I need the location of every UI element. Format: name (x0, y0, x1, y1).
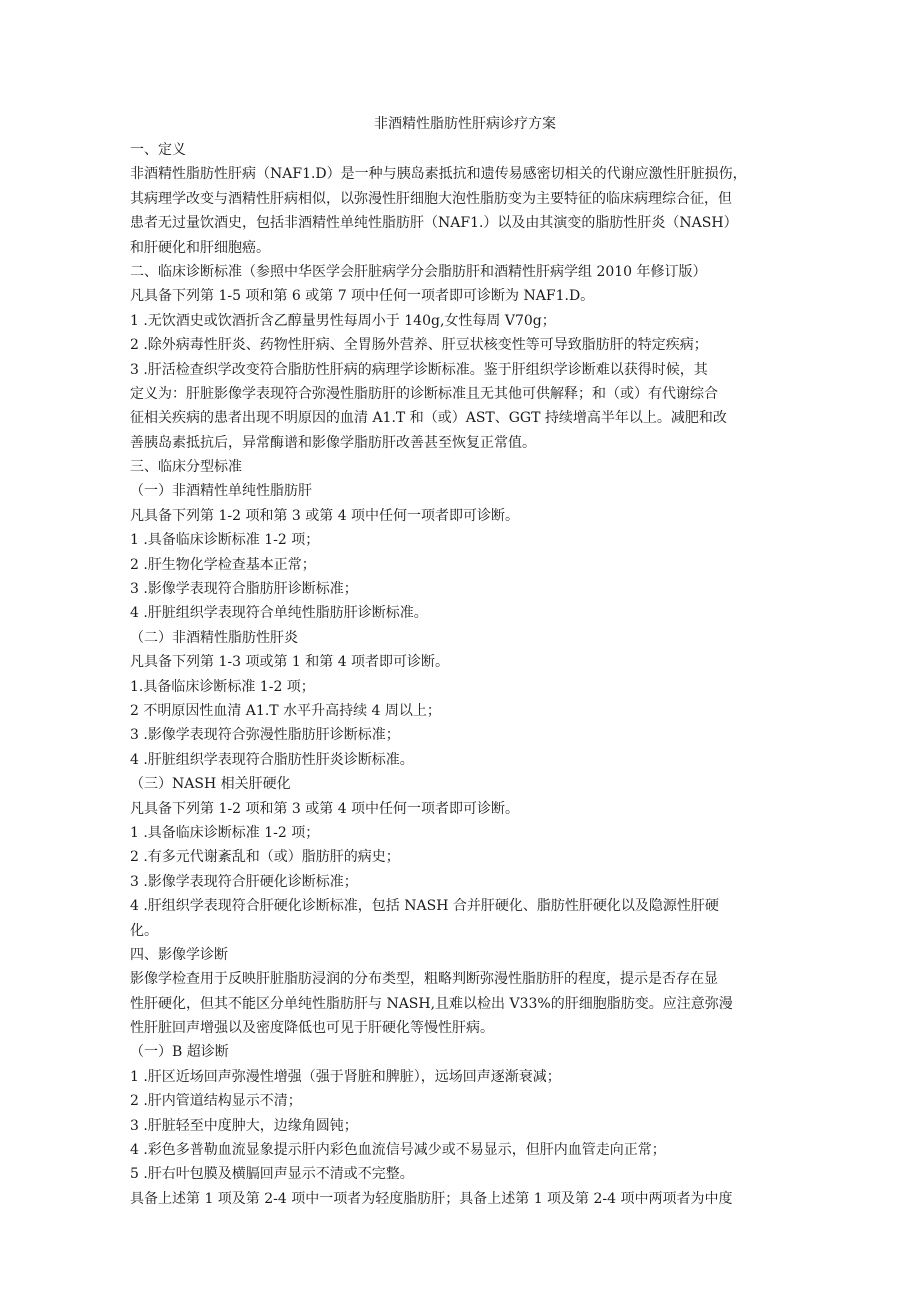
text-line: 一、定义 (130, 142, 186, 158)
text-line: 3 .肝活检查织学改变符合脂肪性肝病的病理学诊断标准。鉴于肝组织学诊断难以获得时候，其 (130, 361, 708, 378)
text-line: 性肝硬化，但其不能区分单纯性脂肪肝与 NASH,且难以检出 V33%的肝细胞脂肪变。应注意弥漫 (130, 995, 733, 1012)
text-line: 性肝脏回声增强以及密度降低也可见于肝硬化等慢性肝病。 (130, 1020, 494, 1037)
text-line: 1.具备临床诊断标准 1-2 项； (130, 678, 315, 695)
text-line: （三）NASH 相关肝硬化 (130, 776, 291, 793)
text-line: 2 .肝内管道结构显示不清； (130, 1093, 302, 1110)
text-line: （一）B 超诊断 (130, 1044, 229, 1061)
text-line: 4 .肝组织学表现符合肝硬化诊断标准，包括 NASH 合并肝硬化、脂肪性肝硬化以及隐源性肝硬 (130, 898, 719, 915)
text-line: 患者无过量饮酒史，包括非酒精性单纯性脂肪肝（NAF1.）以及由其演变的脂肪性肝炎（NASH） (130, 215, 738, 232)
text-line: 1 .无饮酒史或饮酒折含乙醇量男性每周小于 140g,女性每周 V70g； (130, 312, 556, 329)
text-line: （一）非酒精性单纯性脂肪肝 (130, 483, 312, 500)
text-line: 1 .具备临床诊断标准 1-2 项； (130, 532, 320, 549)
document-title: 非酒精性脂肪性肝病诊疗方案 (374, 116, 556, 132)
text-line: 具备上述第 1 项及第 2-4 项中一项者为轻度脂肪肝；具备上述第 1 项及第 2-4 项中两项者为中度 (130, 1190, 733, 1207)
text-line: 三、临床分型标准 (130, 459, 242, 476)
text-line: 1 .具备临床诊断标准 1-2 项； (130, 824, 320, 841)
text-line: 4 .彩色多普勒血流显象提示肝内彩色血流信号减少或不易显示，但肝内血管走向正常； (130, 1142, 666, 1159)
text-line: 凡具备下列第 1-3 项或第 1 和第 4 项者即可诊断。 (130, 654, 450, 671)
text-line: 3 .肝脏轻至中度肿大，边缘角圆钝； (130, 1117, 358, 1134)
text-line: 二、临床诊断标准（参照中华医学会肝脏病学分会脂肪肝和酒精性肝病学组 2010 年修订版） (130, 263, 707, 280)
text-line: 化。 (130, 922, 158, 939)
text-line: 3 .影像学表现符合脂肪肝诊断标准； (130, 581, 358, 598)
text-line: 4 .肝脏组织学表现符合单纯性脂肪肝诊断标准。 (130, 605, 428, 622)
document-body (130, 138, 800, 1211)
text-line: 其病理学改变与酒精性肝病相似，以弥漫性肝细胞大泡性脂肪变为主要特征的临床病理综合征，但 (130, 190, 732, 207)
text-line: 3 .影像学表现符合肝硬化诊断标准； (130, 873, 358, 890)
text-line: 善胰岛素抵抗后，异常酶谱和影像学脂肪肝改善甚至恢复正常值。 (130, 434, 536, 451)
text-line: 3 .影像学表现符合弥漫性脂肪肝诊断标准； (130, 727, 400, 744)
text-line: 凡具备下列第 1-5 项和第 6 或第 7 项中任何一项者即可诊断为 NAF1.D。 (130, 288, 595, 305)
text-line: 2 .除外病毒性肝炎、药物性肝病、全胃肠外营养、肝豆状核变性等可导致脂肪肝的特定疾病； (130, 337, 708, 354)
text-line: 非酒精性脂肪性肝病（NAF1.D）是一种与胰岛素抵抗和遗传易感密切相关的代谢应激性肝脏损伤， (130, 166, 747, 183)
text-line: 四、影像学诊断 (130, 946, 228, 963)
text-line: 凡具备下列第 1-2 项和第 3 或第 4 项中任何一项者即可诊断。 (130, 800, 520, 817)
text-line: 影像学检查用于反映肝脏脂肪浸润的分布类型，粗略判断弥漫性脂肪肝的程度，提示是否存在显 (130, 971, 718, 988)
text-line: 定义为：肝脏影像学表现符合弥漫性脂肪肝的诊断标准且无其他可供解释；和（或）有代谢综合 (130, 385, 718, 402)
text-line: 2 .有多元代谢紊乱和（或）脂肪肝的病史； (130, 849, 400, 866)
text-line: 凡具备下列第 1-2 项和第 3 或第 4 项中任何一项者即可诊断。 (130, 507, 520, 524)
text-line: 1 .肝区近场回声弥漫性增强（强于肾脏和脾脏），远场回声逐渐衰减； (130, 1068, 561, 1085)
text-line: 4 .肝脏组织学表现符合脂肪性肝炎诊断标准。 (130, 751, 414, 768)
text-line: 和肝硬化和肝细胞癌。 (130, 239, 270, 256)
text-line: （二）非酒精性脂肪性肝炎 (130, 629, 298, 646)
text-line: 5 .肝右叶包膜及横膈回声显示不清或不完整。 (130, 1166, 414, 1183)
text-line: 2 .肝生物化学检查基本正常； (130, 556, 316, 573)
text-line: 征相关疾病的患者出现不明原因的血清 A1.T 和（或）AST、GGT 持续增高半年以上。减肥和改 (130, 410, 727, 427)
text-line: 2 不明原因性血清 A1.T 水平升高持续 4 周以上； (130, 702, 441, 719)
